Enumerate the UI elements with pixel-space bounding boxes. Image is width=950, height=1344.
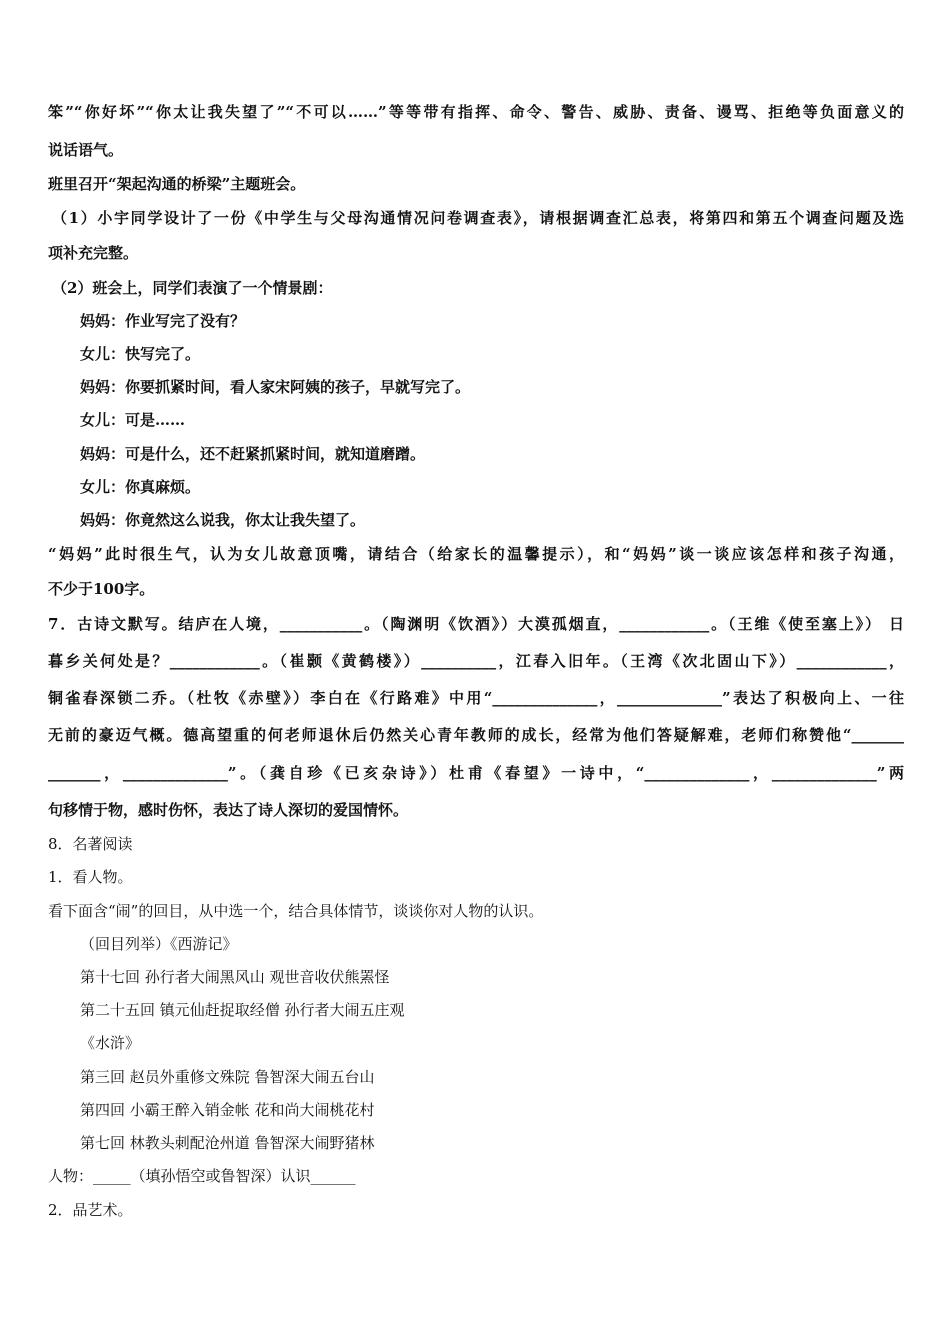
shuihu-title: 《水浒》: [80, 1034, 141, 1052]
dialogue-line: 妈妈：你要抓紧时间，看人家宋阿姨的孩子，早就写完了。: [80, 378, 471, 396]
shuihu-chapter: 第七回 林教头刺配沧州道 鲁智深大闹野猪林: [80, 1134, 375, 1152]
q6-task-line-1: “妈妈”此时很生气，认为女儿故意顶嘴，请结合（给家长的温馨提示），和“妈妈”谈一谈应该怎样和孩子沟通，: [48, 545, 904, 563]
q8-list-header: （回目列举）《西游记》: [80, 935, 238, 953]
q6-task-line-2: 不少于100字。: [48, 580, 155, 598]
q7-line: _______，______________”。（龚自珍《已亥杂诗》）杜甫《春望》一诗中，“______________，______________”两: [48, 764, 904, 782]
q7-line: 句移情于物，感时伤怀，表达了诗人深切的爱国情怀。: [48, 801, 409, 819]
dialogue-line: 妈妈：可是什么，还不赶紧抓紧时间，就知道磨蹭。: [80, 445, 426, 463]
shuihu-chapter: 第四回 小霸王醉入销金帐 花和尚大闹桃花村: [80, 1101, 375, 1119]
xiyou-chapter: 第二十五回 镇元仙赶捉取经僧 孙行者大闹五庄观: [80, 1001, 405, 1019]
q8-instruction: 看下面含“闹”的回目，从中选一个，结合具体情节，谈谈你对人物的认识。: [48, 902, 544, 920]
dialogue-line: 女儿：你真麻烦。: [80, 478, 201, 496]
intro-line-2: 说话语气。: [48, 141, 124, 159]
q7-line: 无前的豪迈气概。德高望重的何老师退休后仍然关心青年教师的成长，经常为他们答疑解难，老师们称赞他“_______: [48, 726, 904, 744]
q7-line: 铜雀春深锁二乔。（杜牧《赤壁》）李白在《行路难》中用“______________，______________”表达了积极向上、一往: [48, 689, 904, 707]
q8-sub1: 1．看人物。: [48, 868, 133, 886]
q8-answer-line: 人物：_____（填孙悟空或鲁智深）认识______: [48, 1167, 356, 1185]
dialogue-line: 女儿：快写完了。: [80, 345, 201, 363]
q6-part1-line-1: （1）小宇同学设计了一份《中学生与父母沟通情况问卷调查表》，请根据调查汇总表，将第四和第五个调查问题及选: [52, 209, 904, 227]
dialogue-line: 妈妈：你竟然这么说我，你太让我失望了。: [80, 511, 366, 529]
xiyou-chapter: 第十七回 孙行者大闹黑风山 观世音收伏熊罴怪: [80, 968, 390, 986]
intro-line-1: 笨”“你好坏”“你太让我失望了”“不可以……”等等带有指挥、命令、警告、威胁、责备、谩骂、拒绝等负面意义的: [48, 103, 904, 121]
q6-theme: 班里召开“架起沟通的桥梁”主题班会。: [48, 175, 306, 193]
q7-line: 7．古诗文默写。结庐在人境，___________。（陶渊明《饮酒》）大漠孤烟直，____________。（王维《使至塞上》） 日: [48, 615, 904, 633]
q6-part2-intro: （2）班会上，同学们表演了一个情景剧：: [52, 279, 333, 297]
q6-part1-line-2: 项补充完整。: [48, 244, 139, 262]
dialogue-line: 妈妈：作业写完了没有？: [80, 312, 246, 330]
q7-line: 暮乡关何处是？____________。（崔颢《黄鹤楼》）__________，江春入旧年。（王湾《次北固山下》）____________，: [48, 652, 904, 670]
q8-sub2: 2．品艺术。: [48, 1201, 133, 1219]
q8-title: 8．名著阅读: [48, 835, 133, 853]
shuihu-chapter: 第三回 赵员外重修文殊院 鲁智深大闹五台山: [80, 1068, 375, 1086]
dialogue-line: 女儿：可是……: [80, 411, 186, 429]
